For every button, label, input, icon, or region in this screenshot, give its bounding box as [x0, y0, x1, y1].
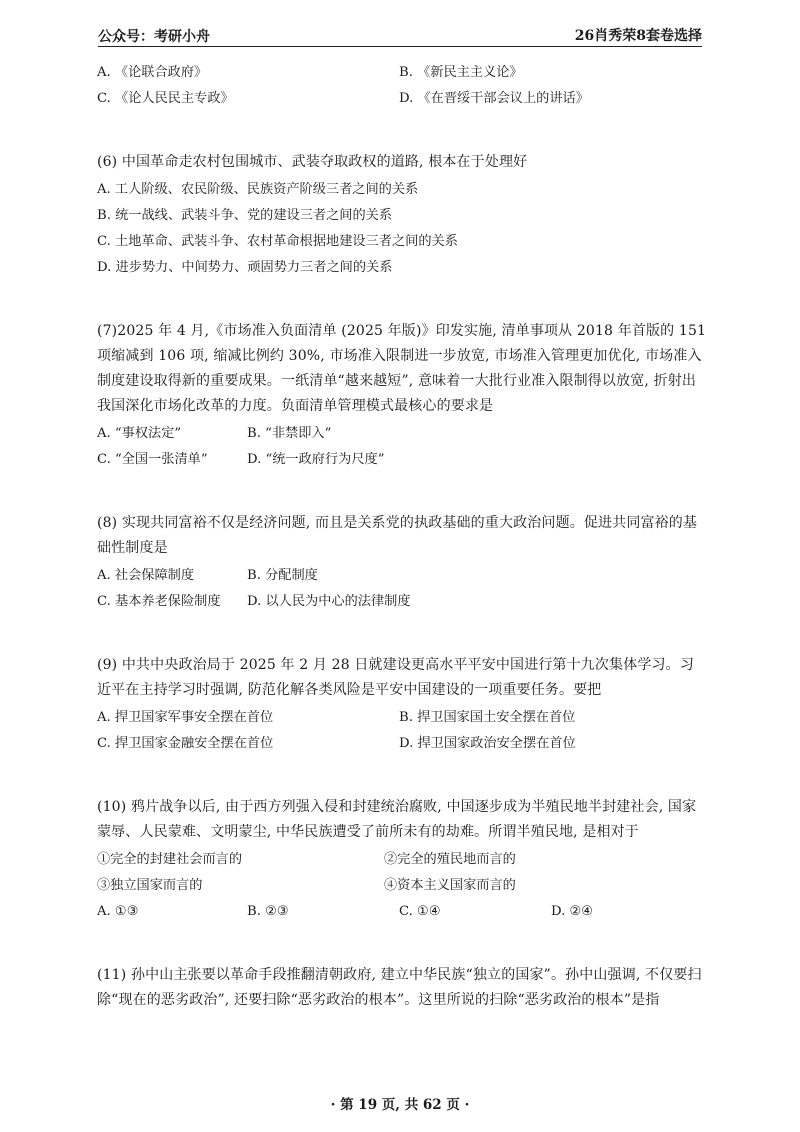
- question-9: [97, 653, 707, 757]
- option-d: D. 《在晋绥干部会议上的讲话》: [399, 91, 589, 106]
- question-11: [97, 963, 707, 1013]
- option-a: A. 工人阶级、农民阶级、民族资产阶级三者之间的关系: [97, 182, 419, 197]
- option-d: D. 以人民为中心的法律制度: [247, 594, 411, 609]
- question-11-stem: (11) 孙中山主张要以革命手段推翻清朝政府, 建立中华民族“独立的国家”。孙中山强调, 不仅要扫除“现在的恶劣政治”, 还要扫除“恶劣政治的根本”。这里所说的扫除“恶劣政治的根本”是指: [97, 967, 702, 1008]
- option-b: B. 分配制度: [247, 568, 318, 583]
- statement-3: ③独立国家而言的: [97, 878, 203, 893]
- option-d: D. ②④: [551, 904, 594, 919]
- option-a: A. ①③: [97, 904, 139, 919]
- question-5: [97, 60, 707, 112]
- option-a: A. 《论联合政府》: [97, 65, 208, 80]
- option-c: C. 捍卫国家金融安全摆在首位: [97, 736, 274, 751]
- option-a: A. “事权法定”: [97, 426, 182, 441]
- question-7-stem: (7)2025 年 4 月,《市场准入负面清单 (2025 年版)》印发实施, 清单事项从 2018 年首版的 151 项缩减到 106 项, 缩减比例约 30%, 市场准入限制进一步放宽, 市场准入管理更加优化, 市场准入制度建设取得新的重要成果。一纸清单“越来越短”, 意味着一大批行业准入限制得以放宽, 折射出我国深化市场化改革的力度。负面清单管理模式最核心的要求是: [97, 323, 707, 414]
- option-d: D. “统一政府行为尺度”: [247, 452, 385, 467]
- question-8-stem: (8) 实现共同富裕不仅是经济问题, 而且是关系党的执政基础的重大政治问题。促进共同富裕的基础性制度是: [97, 515, 698, 556]
- question-9-stem: (9) 中共中央政治局于 2025 年 2 月 28 日就建设更高水平平安中国进行第十九次集体学习。习近平在主持学习时强调, 防范化解各类风险是平安中国建设的一项重要任务。要把: [97, 657, 694, 698]
- option-b: B. 捍卫国家国土安全摆在首位: [399, 710, 576, 725]
- statement-2: ②完全的殖民地而言的: [384, 852, 516, 867]
- option-c: C. ①④: [399, 904, 441, 919]
- option-c: C. “全国一张清单”: [97, 452, 208, 467]
- option-d: D. 捍卫国家政治安全摆在首位: [399, 736, 576, 751]
- option-b: B. “非禁即入”: [247, 426, 332, 441]
- option-c: C. 《论人民民主专政》: [97, 91, 234, 106]
- option-b: B. 《新民主主义论》: [399, 65, 523, 80]
- question-7: [97, 319, 707, 473]
- statement-4: ④资本主义国家而言的: [384, 878, 516, 893]
- option-c: C. 土地革命、武装斗争、农村革命根据地建设三者之间的关系: [97, 234, 458, 249]
- question-8-options: [97, 563, 707, 615]
- question-6-stem: (6) 中国革命走农村包围城市、武装夺取政权的道路, 根本在于处理好: [97, 154, 528, 170]
- question-10-items: [97, 847, 707, 899]
- option-a: A. 捍卫国家军事安全摆在首位: [97, 710, 274, 725]
- question-5-options: [97, 60, 707, 112]
- question-8: [97, 511, 707, 615]
- header-right-text: 26肖秀荣8套卷选择: [574, 28, 702, 44]
- page-number: · 第 19 页, 共 62 页 ·: [330, 1097, 470, 1113]
- statement-1: ①完全的封建社会而言的: [97, 852, 243, 867]
- option-a: A. 社会保障制度: [97, 568, 195, 583]
- question-10-options: [97, 899, 707, 925]
- option-d: D. 进步势力、中间势力、顽固势力三者之间的关系: [97, 260, 393, 275]
- document-body: [97, 60, 707, 1013]
- question-10-stem: (10) 鸦片战争以后, 由于西方列强入侵和封建统治腐败, 中国逐步成为半殖民地半封建社会, 国家蒙辱、人民蒙难、文明蒙尘, 中华民族遭受了前所未有的劫难。所谓半殖民地, 是相对于: [97, 799, 697, 840]
- option-b: B. ②③: [247, 904, 289, 919]
- option-c: C. 基本养老保险制度: [97, 594, 221, 609]
- option-b: B. 统一战线、武装斗争、党的建设三者之间的关系: [97, 208, 393, 223]
- question-10: [97, 795, 707, 925]
- header-left-text: 公众号：考研小舟: [98, 29, 210, 45]
- page-header: [98, 24, 702, 47]
- question-7-options: [97, 421, 707, 473]
- question-6: [97, 150, 707, 281]
- question-9-options: [97, 705, 707, 757]
- question-6-options: [97, 177, 707, 281]
